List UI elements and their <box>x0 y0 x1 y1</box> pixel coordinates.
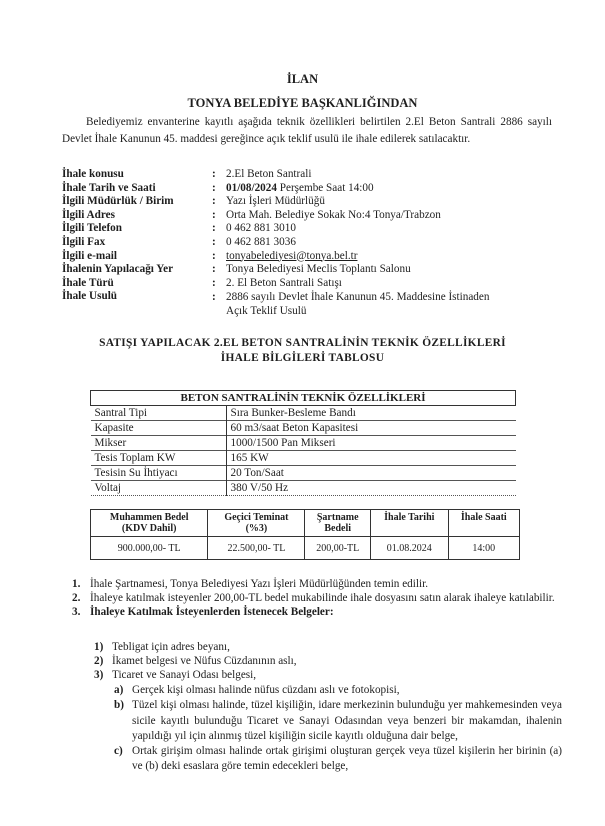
spec-value: 20 Ton/Saat <box>226 466 516 481</box>
info-key: İlgili Fax <box>62 235 106 248</box>
list-item: 3. İhaleye Katılmak İsteyenlerden İstenecek Belgeler: <box>72 606 334 618</box>
spec-value: Sıra Bunker-Besleme Bandı <box>226 406 516 421</box>
list-item: a) Gerçek kişi olması halinde nüfus cüzdanı aslı ve fotokopisi, <box>114 684 400 696</box>
info-row: İhale konusu : 2.El Beton Santrali <box>62 168 312 180</box>
info-row: İhale Tarih ve Saati : 01/08/2024 Perşembe Saat 14:00 <box>62 181 374 194</box>
info-key: İlgili Telefon <box>62 222 122 235</box>
info-row: İhale Usulü : 2886 sayılı Devlet İhale Kanunun 45. Maddesine İstinaden Açık Teklif Usulü <box>62 290 490 318</box>
list-item: 1. İhale Şartnamesi, Tonya Belediyesi Yazı İşleri Müdürlüğünden temin edilir. <box>72 578 428 590</box>
info-row: İhalenin Yapılacağı Yer : Tonya Belediyesi Meclis Toplantı Salonu <box>62 263 411 276</box>
spec-value: 1000/1500 Pan Mikseri <box>226 436 516 451</box>
spec-label: Kapasite <box>91 421 227 436</box>
info-value: 2. El Beton Santrali Satışı <box>226 276 342 289</box>
col-header: İhale Saati <box>448 510 519 537</box>
info-key: İhalenin Yapılacağı Yer <box>62 263 174 276</box>
spec-label: Tesis Toplam KW <box>91 451 227 466</box>
spec-label: Tesisin Su İhtiyacı <box>91 466 227 481</box>
list-item: 2. İhaleye katılmak isteyenler 200,00-TL bedel mukabilinde ihale dosyasını satın alarak ihaleye katılabilir. <box>72 592 555 604</box>
spec-label: Mikser <box>91 436 227 451</box>
table-row <box>91 406 516 421</box>
tender-time-cell: 14:00 <box>448 537 519 560</box>
col-header: İhale Tarihi <box>370 510 448 537</box>
bid-info-table <box>90 509 520 560</box>
tender-date: 01/08/2024 <box>226 181 277 194</box>
spec-table <box>90 390 516 496</box>
info-key: İlgili Müdürlük / Birim <box>62 195 174 208</box>
section-subtitle: İHALE BİLGİLERİ TABLOSU <box>220 352 385 364</box>
info-value: Orta Mah. Belediye Sokak No:4 Tonya/Trabzon <box>226 208 441 221</box>
col-header: Geçici Teminat (%3) <box>208 510 305 537</box>
provisional-guarantee: 22.500,00- TL <box>208 537 305 560</box>
list-item: b) Tüzel kişi olması halinde, tüzel kişiliğin, idare merkezinin bulunduğu yer mahkemesinden veya sicile kayıtlı bulunduğu Ticaret ve Sanayi Odasından veya benzeri bir makamdan, ihalenin yapıldığı yıl için alınmış tüzel kişiliğin sicile kayıtlı olduğuna dair belge, <box>114 699 562 742</box>
table-row <box>91 436 516 451</box>
info-row: İlgili Telefon : 0 462 881 3010 <box>62 222 296 235</box>
spec-value: 380 V/50 Hz <box>226 481 516 496</box>
intro-paragraph: Belediyemiz envanterine kayıtlı aşağıda teknik özellikleri belirtilen 2.El Beton Santrali 2886 sayılı Devlet İhale Kanunun 45. maddesi gereğince açık teklif usulü ile ihale edilerek satılacaktır. <box>62 116 552 145</box>
spec-value: 60 m3/saat Beton Kapasitesi <box>226 421 516 436</box>
col-header: Muhammen Bedel (KDV Dahil) <box>91 510 208 537</box>
documents-list <box>94 640 554 682</box>
tender-date-cell: 01.08.2024 <box>370 537 448 560</box>
institution-title: TONYA BELEDİYE BAŞKANLIĞINDAN <box>187 96 418 110</box>
list-item: c) Ortak girişim olması halinde ortak girişimi oluşturan gerçek veya tüzel kişilerin her birinin (a) ve (b) deki esaslara göre temin edecekleri belge, <box>114 745 562 773</box>
info-row: İlgili e-mail : tonyabelediyesi@tonya.bel.tr <box>62 249 358 262</box>
table-row <box>91 537 520 560</box>
info-key: İhale Türü <box>62 276 114 289</box>
email-link[interactable]: tonyabelediyesi@tonya.bel.tr <box>226 249 358 262</box>
info-key: İlgili e-mail <box>62 249 117 262</box>
spec-table-header: BETON SANTRALİNİN TEKNİK ÖZELLİKLERİ <box>91 391 516 406</box>
info-key: İhale Usulü <box>62 290 118 303</box>
table-row <box>91 451 516 466</box>
spec-fee: 200,00-TL <box>305 537 371 560</box>
table-row <box>91 421 516 436</box>
info-value: Perşembe Saat 14:00 <box>279 181 374 194</box>
info-row: İhale Türü : 2. El Beton Santrali Satışı <box>62 276 342 289</box>
info-value: 2.El Beton Santrali <box>226 168 312 180</box>
info-key: İlgili Adres <box>62 208 115 221</box>
info-value-cont: Açık Teklif Usulü <box>226 305 307 318</box>
list-item: 3) Ticaret ve Sanayi Odası belgesi, <box>94 669 257 681</box>
table-header-row <box>91 510 520 537</box>
list-item: 1) Tebligat için adres beyanı, <box>94 641 230 653</box>
info-value: 0 462 881 3010 <box>226 222 296 235</box>
info-value: 0 462 881 3036 <box>226 235 296 248</box>
info-row: İlgili Adres : Orta Mah. Belediye Sokak No:4 Tonya/Trabzon <box>62 208 441 221</box>
spec-value: 165 KW <box>226 451 516 466</box>
chamber-document-sublist <box>114 683 562 775</box>
section-title: SATIŞI YAPILACAK 2.EL BETON SANTRALİNİN TEKNİK ÖZELLİKLERİ <box>99 337 506 349</box>
info-value: Tonya Belediyesi Meclis Toplantı Salonu <box>226 263 411 276</box>
notice-heading: İLAN <box>286 72 319 86</box>
table-row <box>91 481 516 496</box>
col-header: Şartname Bedeli <box>305 510 371 537</box>
table-row <box>91 466 516 481</box>
tender-info-list <box>62 168 562 318</box>
info-value: 2886 sayılı Devlet İhale Kanunun 45. Maddesine İstinaden <box>226 291 490 304</box>
list-item: 2) İkamet belgesi ve Nüfus Cüzdanının aslı, <box>94 655 297 667</box>
estimated-price: 900.000,00- TL <box>91 537 208 560</box>
info-row: İlgili Fax : 0 462 881 3036 <box>62 235 296 248</box>
spec-label: Santral Tipi <box>91 406 227 421</box>
info-row: İlgili Müdürlük / Birim : Yazı İşleri Müdürlüğü <box>62 195 325 208</box>
info-key: İhale konusu <box>62 168 124 180</box>
info-key: İhale Tarih ve Saati <box>62 181 156 194</box>
numbered-list <box>72 577 562 619</box>
spec-label: Voltaj <box>91 481 227 496</box>
info-value: Yazı İşleri Müdürlüğü <box>226 195 325 208</box>
